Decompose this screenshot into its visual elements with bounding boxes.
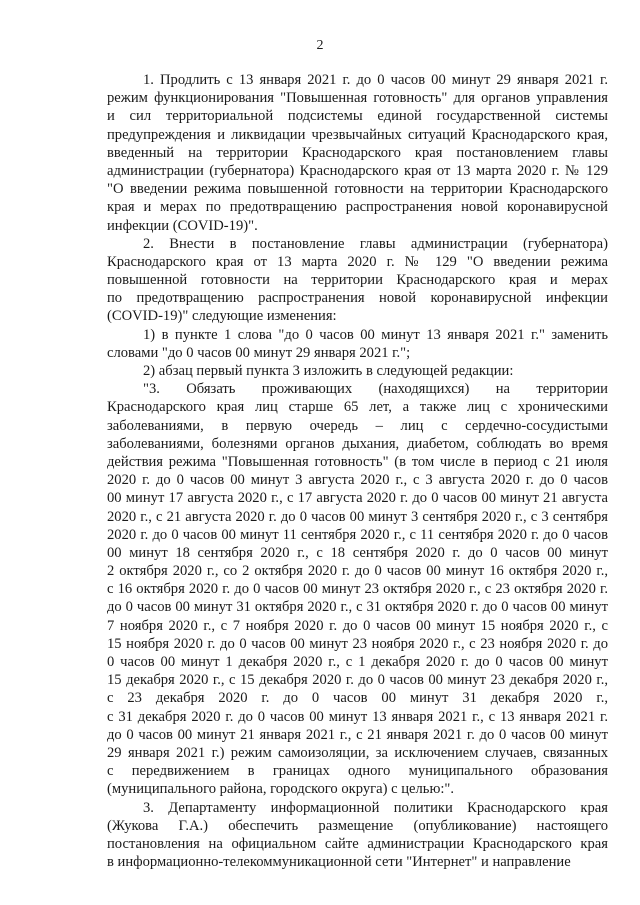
page-number: 2 <box>316 38 324 53</box>
text-line: 15 декабря 2020 г., с 15 декабря 2020 г. до 0 часов 00 минут 23 декабря 2020 г., <box>107 672 608 689</box>
text-line: 29 января 2021 г.) режим самоизоляции, за исключением случаев, связанных <box>107 744 608 761</box>
text-line: 00 минут 18 сентября 2020 г., с 18 сентября 2020 г. до 0 часов 00 минут <box>107 544 608 561</box>
text-line: до 0 часов 00 минут 31 октября 2020 г., с 31 октября 2020 г. до 0 часов 00 минут <box>107 599 608 616</box>
text-line: (COVID-19)" следующие изменения: <box>107 308 337 325</box>
text-line: постановления на официальном сайте администрации Краснодарского края <box>107 835 608 852</box>
text-line: по предотвращению распространения новой коронавирусной инфекции <box>107 290 608 307</box>
text-line: 00 минут 17 августа 2020 г., с 17 августа 2020 г. до 0 часов 00 минут 21 августа <box>107 490 608 507</box>
text-line: с 23 декабря 2020 г. до 0 часов 00 минут 31 декабря 2020 г., <box>107 690 608 707</box>
text-line: 1) в пункте 1 слова "до 0 часов 00 минут 13 января 2021 г." заменить <box>143 326 608 343</box>
text-line: 0 часов 00 минут 1 декабря 2020 г., с 1 декабря 2020 г. до 0 часов 00 минут <box>107 654 608 670</box>
text-line: с передвижением в границах одного муниципального образования <box>107 763 608 780</box>
text-line: (Жукова Г.А.) обеспечить размещение (опубликование) настоящего <box>107 817 608 834</box>
text-line: Краснодарского края лиц старше 65 лет, а также лиц с хроническими <box>107 399 608 416</box>
text-line: администрации (губернатора) Краснодарского края от 13 марта 2020 г. № 129 <box>107 162 608 179</box>
text-line: инфекции (COVID-19)". <box>107 217 258 234</box>
text-line: края и мерах по предотвращению распространения новой коронавирусной <box>107 199 608 216</box>
text-line: 7 ноября 2020 г., с 7 ноября 2020 г. до 0 часов 00 минут 15 ноября 2020 г., с <box>107 617 608 634</box>
paragraph-2-item-2 <box>107 362 608 380</box>
text-line: 2020 г. до 0 часов 00 минут 3 августа 2020 г., с 3 августа 2020 г. до 0 часов <box>107 472 608 489</box>
text-line: словами "до 0 часов 00 минут 29 января 2021 г."; <box>107 344 411 361</box>
text-line: "О введении режима повышенной готовности на территории Краснодарского <box>107 181 608 198</box>
text-line: заболеваниями, в первую очередь – лиц с сердечно-сосудистыми <box>107 417 608 434</box>
text-line: (муниципального района, городского округа) с целью:". <box>107 781 455 798</box>
text-line: в информационно-телекоммуникационной сети "Интернет" и направление <box>107 854 571 871</box>
paragraph-1 <box>107 71 608 235</box>
text-line: заболеваниями, болезнями органов дыхания, диабетом, соблюдать во время <box>107 435 608 452</box>
text-line: введенный на территории Краснодарского края постановлением главы <box>107 144 608 161</box>
text-line: 3. Департаменту информационной политики Краснодарского края <box>143 799 608 816</box>
text-line: Краснодарского края от 13 марта 2020 г. № 129 "О введении режима <box>107 253 608 270</box>
text-line: "3. Обязать проживающих (находящихся) на территории <box>143 381 608 398</box>
text-line: предупреждения и ликвидации чрезвычайных ситуаций Краснодарского края, <box>107 126 608 143</box>
text-line: 2. Внести в постановление главы администрации (губернатора) <box>143 235 608 252</box>
text-line: 2 октября 2020 г., со 2 октября 2020 г. до 0 часов 00 минут 16 октября 2020 г., <box>107 563 608 580</box>
paragraph-quote-3 <box>107 380 608 798</box>
text-line: 1. Продлить с 13 января 2021 г. до 0 часов 00 минут 29 января 2021 г. <box>143 72 608 88</box>
text-line: и сил территориальной подсистемы единой государственной системы <box>107 108 608 125</box>
text-line: 2020 г. до 0 часов 00 минут 11 сентября 2020 г., с 11 сентября 2020 г. до 0 часов <box>107 526 608 543</box>
text-line: 15 ноября 2020 г. до 0 часов 00 минут 23 ноября 2020 г., с 23 ноября 2020 г. до <box>107 635 608 652</box>
text-line: 2) абзац первый пункта 3 изложить в следующей редакции: <box>143 363 514 379</box>
text-line: с 16 октября 2020 г. до 0 часов 00 минут 23 октября 2020 г., с 23 октября 2020 г. <box>107 581 608 598</box>
text-line: с 31 декабря 2020 г. до 0 часов 00 минут 13 января 2021 г., с 13 января 2021 г. <box>107 708 608 725</box>
paragraph-2 <box>107 235 608 326</box>
text-line: до 0 часов 00 минут 21 января 2021 г., с 21 января 2021 г. до 0 часов 00 минут <box>107 726 608 743</box>
text-line: действия режима "Повышенная готовность" (в том числе в период с 21 июля <box>107 453 608 470</box>
paragraph-3 <box>107 799 608 872</box>
text-line: 2020 г., с 21 августа 2020 г. до 0 часов 00 минут 3 сентября 2020 г., с 3 сентября <box>107 508 608 525</box>
paragraph-2-item-1 <box>107 326 608 362</box>
text-line: режим функционирования "Повышенная готовность" для органов управления <box>107 90 608 107</box>
text-line: повышенной готовности на территории Краснодарского края и мерах <box>107 272 608 289</box>
document-body <box>107 71 608 871</box>
